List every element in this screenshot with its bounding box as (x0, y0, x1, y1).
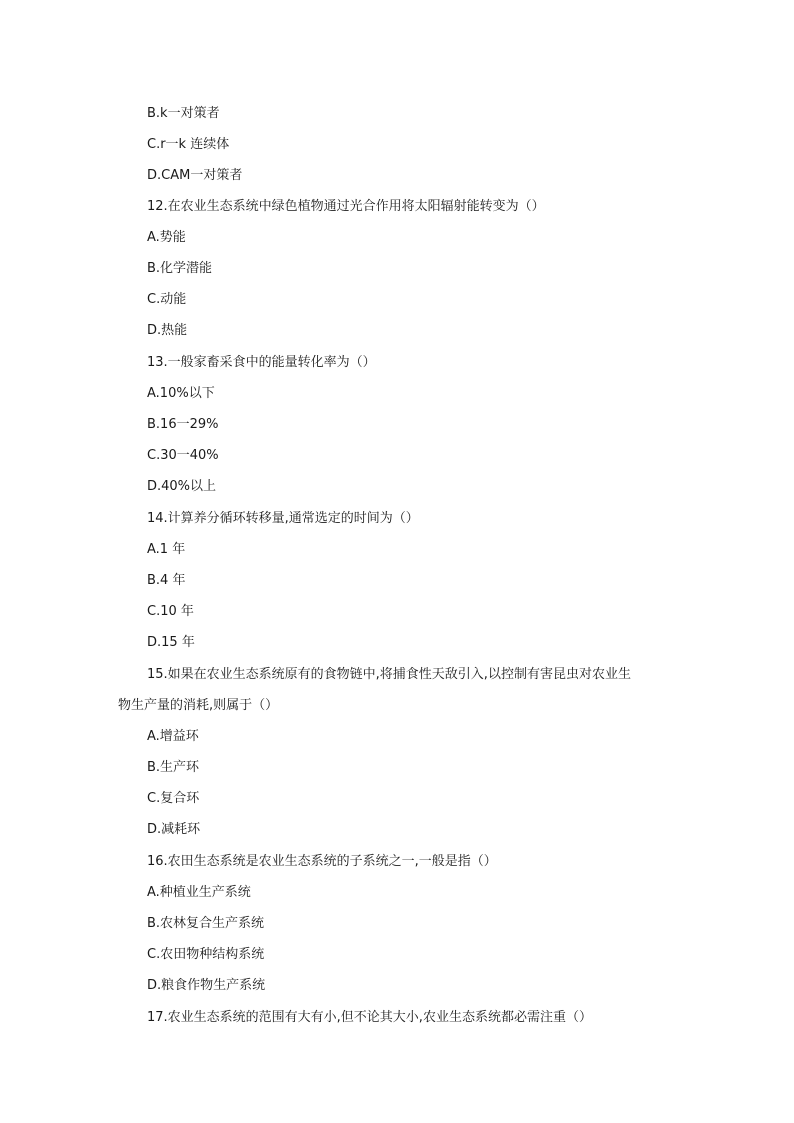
question-17: 17.农业生态系统的范围有大有小,但不论其大小,农业生态系统都必需注重（） (147, 1010, 592, 1025)
question-15-continued: 物生产量的消耗,则属于（） (118, 698, 279, 713)
option-c: C.农田物种结构系统 (147, 947, 265, 962)
option-d: D.40%以上 (147, 479, 217, 494)
question-12: 12.在农业生态系统中绿色植物通过光合作用将太阳辐射能转变为（） (147, 199, 545, 214)
option-a: A.增益环 (147, 729, 199, 744)
option-a: A.1 年 (147, 542, 186, 557)
option-b: B.4 年 (147, 573, 186, 588)
option-b: B.农林复合生产系统 (147, 916, 265, 931)
question-15: 15.如果在农业生态系统原有的食物链中,将捕食性天敌引入,以控制有害昆虫对农业生 (147, 667, 631, 682)
option-d: D.热能 (147, 323, 188, 338)
option-c: C.动能 (147, 292, 187, 307)
option-b: B.化学潜能 (147, 261, 213, 276)
option-d: D.CAM一对策者 (147, 168, 243, 183)
option-c: C.复合环 (147, 791, 200, 806)
question-16: 16.农田生态系统是农业生态系统的子系统之一,一般是指（） (147, 854, 497, 869)
question-14: 14.计算养分循环转移量,通常选定的时间为（） (147, 511, 419, 526)
option-d: D.减耗环 (147, 822, 201, 837)
option-a: A.势能 (147, 230, 186, 245)
option-c: C.10 年 (147, 604, 194, 619)
option-d: D.粮食作物生产系统 (147, 978, 266, 993)
option-d: D.15 年 (147, 635, 195, 650)
option-c: C.30一40% (147, 448, 219, 463)
option-b: B.k一对策者 (147, 106, 220, 121)
option-b: B.生产环 (147, 760, 200, 775)
option-c: C.r一k 连续体 (147, 137, 230, 152)
option-a: A.种植业生产系统 (147, 885, 251, 900)
option-b: B.16一29% (147, 417, 219, 432)
question-13: 13.一般家畜采食中的能量转化率为（） (147, 355, 376, 370)
option-a: A.10%以下 (147, 386, 215, 401)
